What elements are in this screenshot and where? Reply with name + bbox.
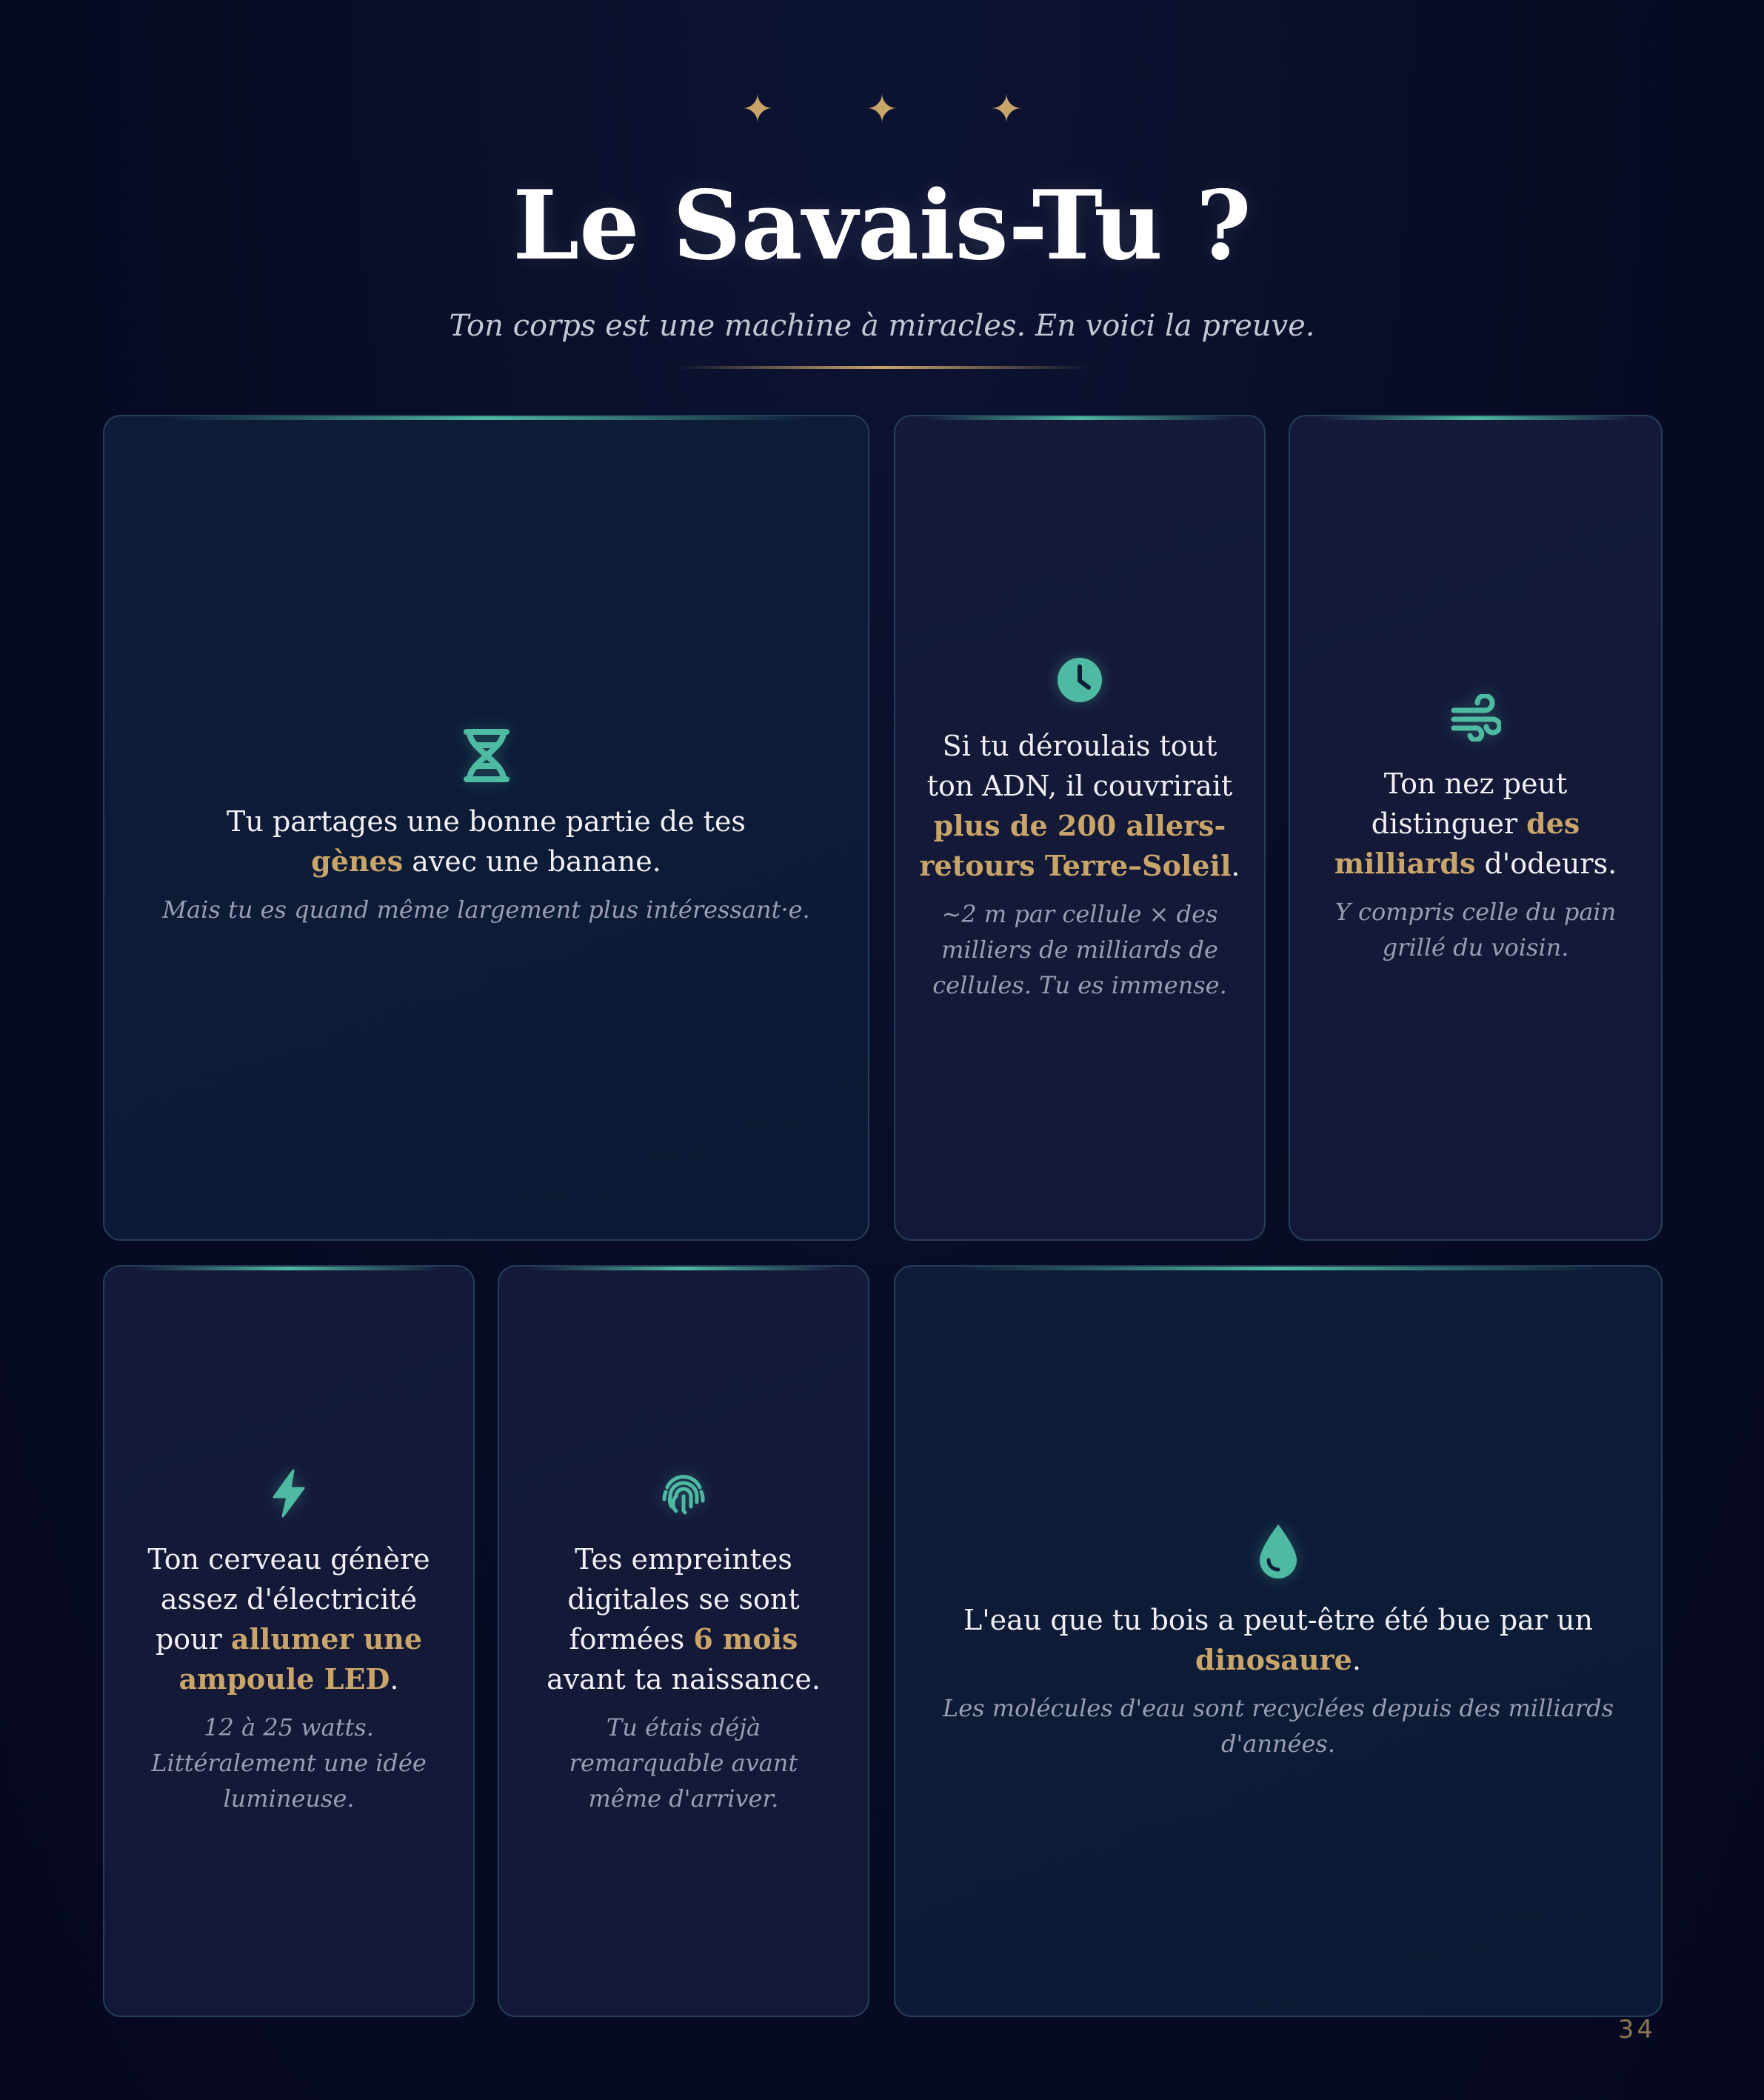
clock-icon (1053, 653, 1106, 707)
dna-icon (460, 729, 513, 782)
wind-icon (1449, 691, 1503, 744)
fact-card-fingerprints (498, 1265, 869, 2017)
fact-text: Ton nez peut distinguer des milliards d'odeurs. (1334, 767, 1617, 880)
fact-note: 12 à 25 watts. Littéralement une idée lumineuse. (151, 1713, 427, 1813)
fact-note: Les molécules d'eau sont recyclées depuis des milliards d'années. (942, 1693, 1614, 1758)
fact-text: Ton cerveau génère assez d'électricité pour allumer une ampoule LED. (147, 1542, 430, 1696)
fact-note: Mais tu es quand même largement plus intéressant·e. (162, 895, 810, 924)
fact-text: L'eau que tu bois a peut-être été bue par un dinosaure. (963, 1603, 1593, 1676)
fact-card-dna-length (894, 415, 1266, 1241)
page-number: 34 (1617, 2015, 1656, 2044)
fact-card-genes (103, 415, 869, 1241)
fingerprint-icon (657, 1467, 710, 1520)
fact-text: Tes empreintes digitales se sont formées 6 mois avant ta naissance. (547, 1542, 821, 1696)
title-divider (674, 366, 1090, 369)
water-drop-icon (1254, 1521, 1302, 1581)
page-title: Le Savais-Tu ? (512, 170, 1252, 281)
fact-card-brain-electricity (103, 1265, 475, 2017)
decorative-stars: ✦ ✦ ✦ (741, 87, 1063, 132)
fact-card-water (894, 1265, 1663, 2017)
page-subtitle: Ton corps est une machine à miracles. En voici la preuve. (449, 309, 1315, 343)
fact-text: Si tu déroulais tout ton ADN, il couvrirait plus de 200 allers-retours Terre–Soleil. (919, 729, 1240, 882)
fact-note: Y compris celle du pain grillé du voisin. (1334, 897, 1617, 961)
fact-card-smell (1289, 415, 1663, 1241)
fact-text: Tu partages une bonne partie de tes gènes avec une banane. (227, 804, 746, 878)
fact-note: Tu étais déjà remarquable avant même d'arriver. (569, 1713, 798, 1813)
fact-note: ~2 m par cellule × des milliers de milliards de cellules. Tu es immense. (932, 899, 1227, 999)
lightning-icon (262, 1467, 315, 1520)
